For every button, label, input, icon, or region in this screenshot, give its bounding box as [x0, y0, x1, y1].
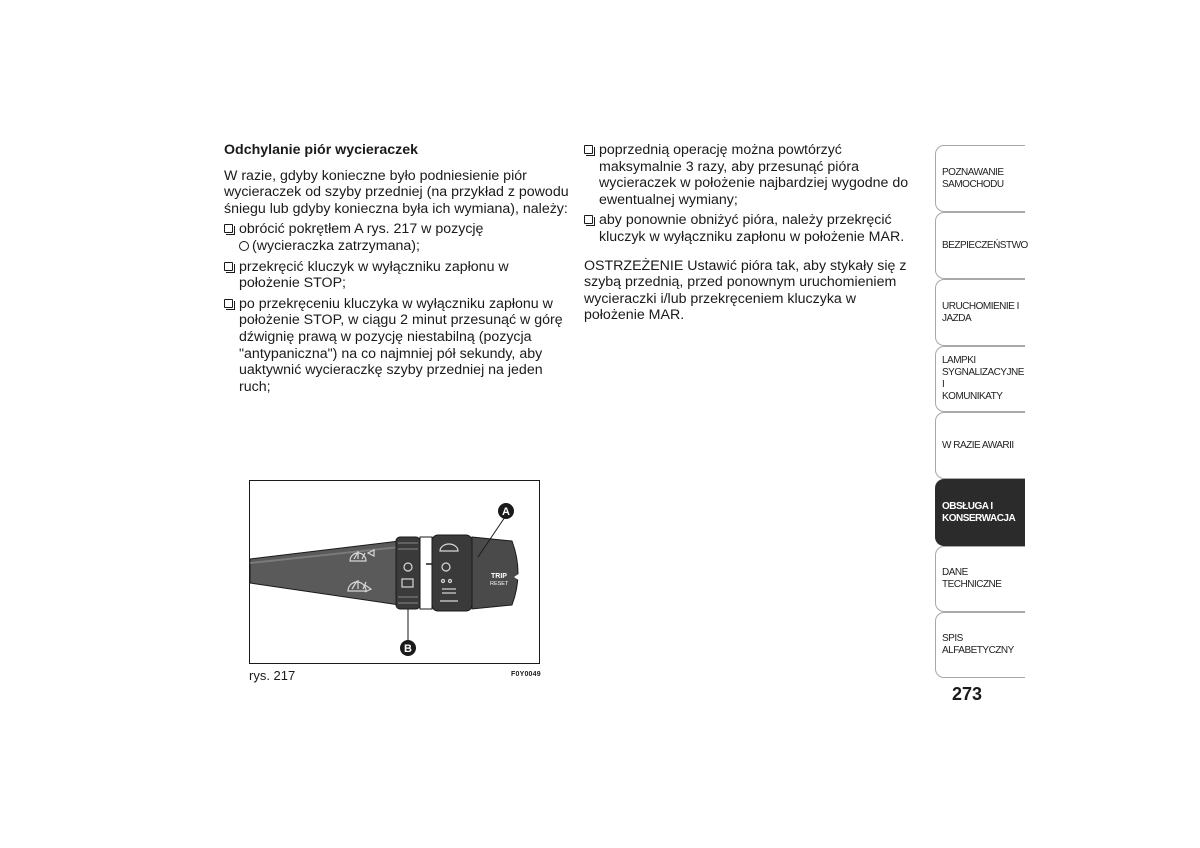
- tab-label: POZNAWANIE: [942, 166, 1004, 178]
- checkbox-bullet-icon: [224, 224, 233, 233]
- list-item: [584, 142, 919, 208]
- tab-label: SPIS ALFABETYCZNY: [942, 633, 1014, 656]
- list-item-text: po przekręceniu kluczyka w wyłączniku zapłonu w położenie STOP, w ciągu 2 minut przesunąć w górę dźwignię prawą w pozycję niestabilną (pozycja "antypaniczna") na co najmniej pół sekundy, aby uaktywnić wycieraczkę szyby przedniej na jeden ruch;: [239, 295, 563, 395]
- tab-label: KOMUNIKATY: [942, 391, 1003, 402]
- wiper-stalk-figure: [249, 480, 540, 664]
- right-text-column: [584, 142, 919, 328]
- ring-b: [396, 537, 420, 609]
- list-item-text: obrócić pokrętłem A rys. 217 w pozycję: [239, 221, 484, 238]
- list-item-text: poprzednią operację można powtórzyć maksymalnie 3 razy, aby przesunąć pióra wycieraczek w położenie najbardziej wygodne do ewentualnej wymiany;: [599, 142, 909, 208]
- wiper-off-circle-icon: [239, 241, 249, 251]
- trip-label: TRIP: [491, 573, 507, 580]
- wiper-stalk-illustration: [250, 481, 539, 663]
- section-tab-active[interactable]: [935, 479, 1025, 546]
- tab-label: SAMOCHODU: [942, 178, 1004, 190]
- section-tab[interactable]: [935, 212, 1028, 279]
- section-tab[interactable]: [935, 546, 1025, 612]
- ring-a: [432, 535, 472, 611]
- tab-label: W RAZIE AWARII: [942, 439, 1014, 451]
- checkbox-bullet-icon: [224, 299, 233, 308]
- list-item: [224, 296, 569, 396]
- section-tab[interactable]: [935, 612, 1025, 678]
- section-tab[interactable]: [935, 279, 1025, 346]
- list-item-text: przekręcić kluczyk w wyłączniku zapłonu w położenie STOP;: [239, 258, 509, 292]
- tab-label: OBSŁUGA I: [942, 500, 993, 512]
- callout-a-label: A: [502, 506, 510, 518]
- checkbox-bullet-icon: [584, 215, 593, 224]
- callout-b-label: B: [404, 643, 412, 655]
- section-tab[interactable]: [935, 346, 1025, 412]
- list-item-text: aby ponownie obniżyć pióra, należy przekręcić kluczyk w wyłączniku zapłonu w położenie MAR.: [599, 212, 905, 245]
- intro-paragraph: W razie, gdyby konieczne było podniesienie piór wycieraczek od szyby przedniej (na przykład z powodu śniegu lub gdyby konieczna była ich wymiana), należy:: [224, 167, 569, 217]
- tab-label: JAZDA: [942, 312, 972, 324]
- checkbox-bullet-icon: [584, 145, 593, 154]
- list-item: [224, 221, 569, 254]
- list-item: [224, 259, 569, 292]
- left-text-column: [224, 142, 569, 399]
- section-heading: Odchylanie piór wycieraczek: [224, 142, 418, 158]
- list-item: [584, 212, 919, 245]
- reset-label: RESET: [490, 581, 509, 587]
- tab-label: BEZPIECZEŃSTWO: [942, 239, 1028, 251]
- tab-label: URUCHOMIENIE I: [942, 300, 1019, 312]
- page-number: 273: [952, 684, 983, 704]
- section-tab[interactable]: [935, 145, 1025, 212]
- checkbox-bullet-icon: [224, 262, 233, 271]
- warning-paragraph: OSTRZEŻENIE Ustawić pióra tak, aby stykały się z szybą przednią, przed ponownym uruchomieniem wycieraczki i/lub przekręceniem kluczyka w położenie MAR.: [584, 257, 907, 324]
- list-item-text: (wycieraczka zatrzymana);: [252, 237, 420, 254]
- tab-label: DANE TECHNICZNE: [942, 567, 1002, 590]
- tab-label: SYGNALIZACYJNE I: [942, 367, 1024, 390]
- figure-code: F0Y0049: [511, 671, 541, 678]
- section-tab[interactable]: [935, 412, 1025, 479]
- figure-caption: rys. 217: [249, 668, 296, 683]
- tab-label: LAMPKI: [942, 355, 976, 366]
- tab-label: KONSERWACJA: [942, 512, 1016, 524]
